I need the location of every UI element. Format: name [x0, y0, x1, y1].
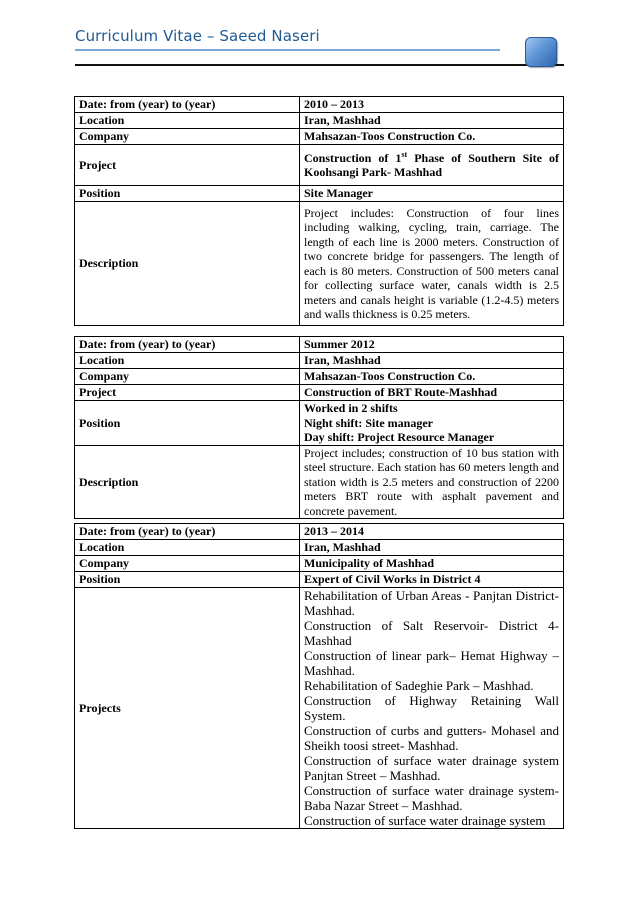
table-row [75, 113, 564, 129]
date-value: 2010 – 2013 [300, 97, 564, 113]
position-value: Expert of Civil Works in District 4 [300, 572, 564, 588]
position-label: Position [75, 186, 300, 202]
description-value: Project includes; construction of 10 bus station with steel structure. Each station has 60 meters length and station width is 2.5 meters and construction of 2200 meters BRT route with asphalt pavement and concrete pavement. [300, 445, 564, 519]
table-row [75, 540, 564, 556]
table-row [75, 129, 564, 145]
header-decorative-square [525, 37, 557, 67]
position-line: Night shift: Site manager [304, 415, 433, 430]
description-label: Description [75, 445, 300, 519]
list-item: Construction of curbs and gutters- Mohasel and Sheikh toosi street- Mashhad. [304, 723, 559, 753]
location-value: Iran, Mashhad [300, 353, 564, 369]
table-row [75, 572, 564, 588]
location-label: Location [75, 540, 300, 556]
table-row [75, 556, 564, 572]
list-item: Rehabilitation of Urban Areas - Panjtan District- Mashhad. [304, 588, 559, 618]
list-item: Construction of surface water drainage system [304, 813, 546, 828]
table-row [75, 369, 564, 385]
project-value: Construction of 1st Phase of Southern Site of Koohsangi Park- Mashhad [300, 145, 564, 186]
experience-table-3 [74, 523, 564, 829]
list-item: Construction of linear park– Hemat Highway – Mashhad. [304, 648, 559, 678]
projects-label: Projects [75, 588, 300, 829]
list-item: Construction of Highway Retaining Wall System. [304, 693, 559, 723]
list-item: Construction of surface water drainage system Panjtan Street – Mashhad. [304, 753, 559, 783]
document-header-title: Curriculum Vitae – Saeed Naseri [75, 27, 320, 45]
location-value: Iran, Mashhad [300, 113, 564, 129]
experience-table-2 [74, 336, 564, 519]
table-row [75, 588, 564, 829]
position-value [300, 401, 564, 446]
position-line: Day shift: Project Resource Manager [304, 430, 495, 444]
table-row [75, 145, 564, 186]
date-value: Summer 2012 [300, 337, 564, 353]
company-value: Municipality of Mashhad [300, 556, 564, 572]
location-value: Iran, Mashhad [300, 540, 564, 556]
project-label: Project [75, 385, 300, 401]
position-line: Worked in 2 shifts [304, 401, 398, 415]
project-value: Construction of BRT Route-Mashhad [300, 385, 564, 401]
table-row [75, 202, 564, 326]
header-rule-black [75, 64, 564, 66]
position-label: Position [75, 401, 300, 446]
description-label: Description [75, 202, 300, 326]
description-value: Project includes: Construction of four lines including walking, cycling, train, carriage. The length of each line is 2000 meters. Construction of two concrete bridge for passengers. The length of each is 80 meters. Construction of 500 meters canal for collecting surface water, canals width is 2.5 meters and canals height is variable (1.2-4.5) meters and walls thickness is 0.25 meters. [300, 202, 564, 326]
list-item: Construction of Salt Reservoir- District 4- Mashhad [304, 618, 559, 648]
date-label: Date: from (year) to (year) [75, 97, 300, 113]
table-row [75, 445, 564, 519]
date-value: 2013 – 2014 [300, 524, 564, 540]
position-label: Position [75, 572, 300, 588]
position-value: Site Manager [300, 186, 564, 202]
table-row [75, 401, 564, 446]
project-label: Project [75, 145, 300, 186]
experience-table-1 [74, 96, 564, 326]
table-row [75, 97, 564, 113]
table-row [75, 337, 564, 353]
company-label: Company [75, 369, 300, 385]
date-label: Date: from (year) to (year) [75, 337, 300, 353]
table-row [75, 353, 564, 369]
company-label: Company [75, 129, 300, 145]
company-value: Mahsazan-Toos Construction Co. [300, 369, 564, 385]
table-row [75, 385, 564, 401]
company-value: Mahsazan-Toos Construction Co. [300, 129, 564, 145]
header-rule-blue [75, 49, 500, 51]
company-label: Company [75, 556, 300, 572]
list-item: Construction of surface water drainage system- Baba Nazar Street – Mashhad. [304, 783, 559, 813]
date-label: Date: from (year) to (year) [75, 524, 300, 540]
projects-list [300, 588, 564, 829]
table-row [75, 524, 564, 540]
location-label: Location [75, 353, 300, 369]
location-label: Location [75, 113, 300, 129]
table-row [75, 186, 564, 202]
list-item: Rehabilitation of Sadeghie Park – Mashhad. [304, 678, 534, 693]
